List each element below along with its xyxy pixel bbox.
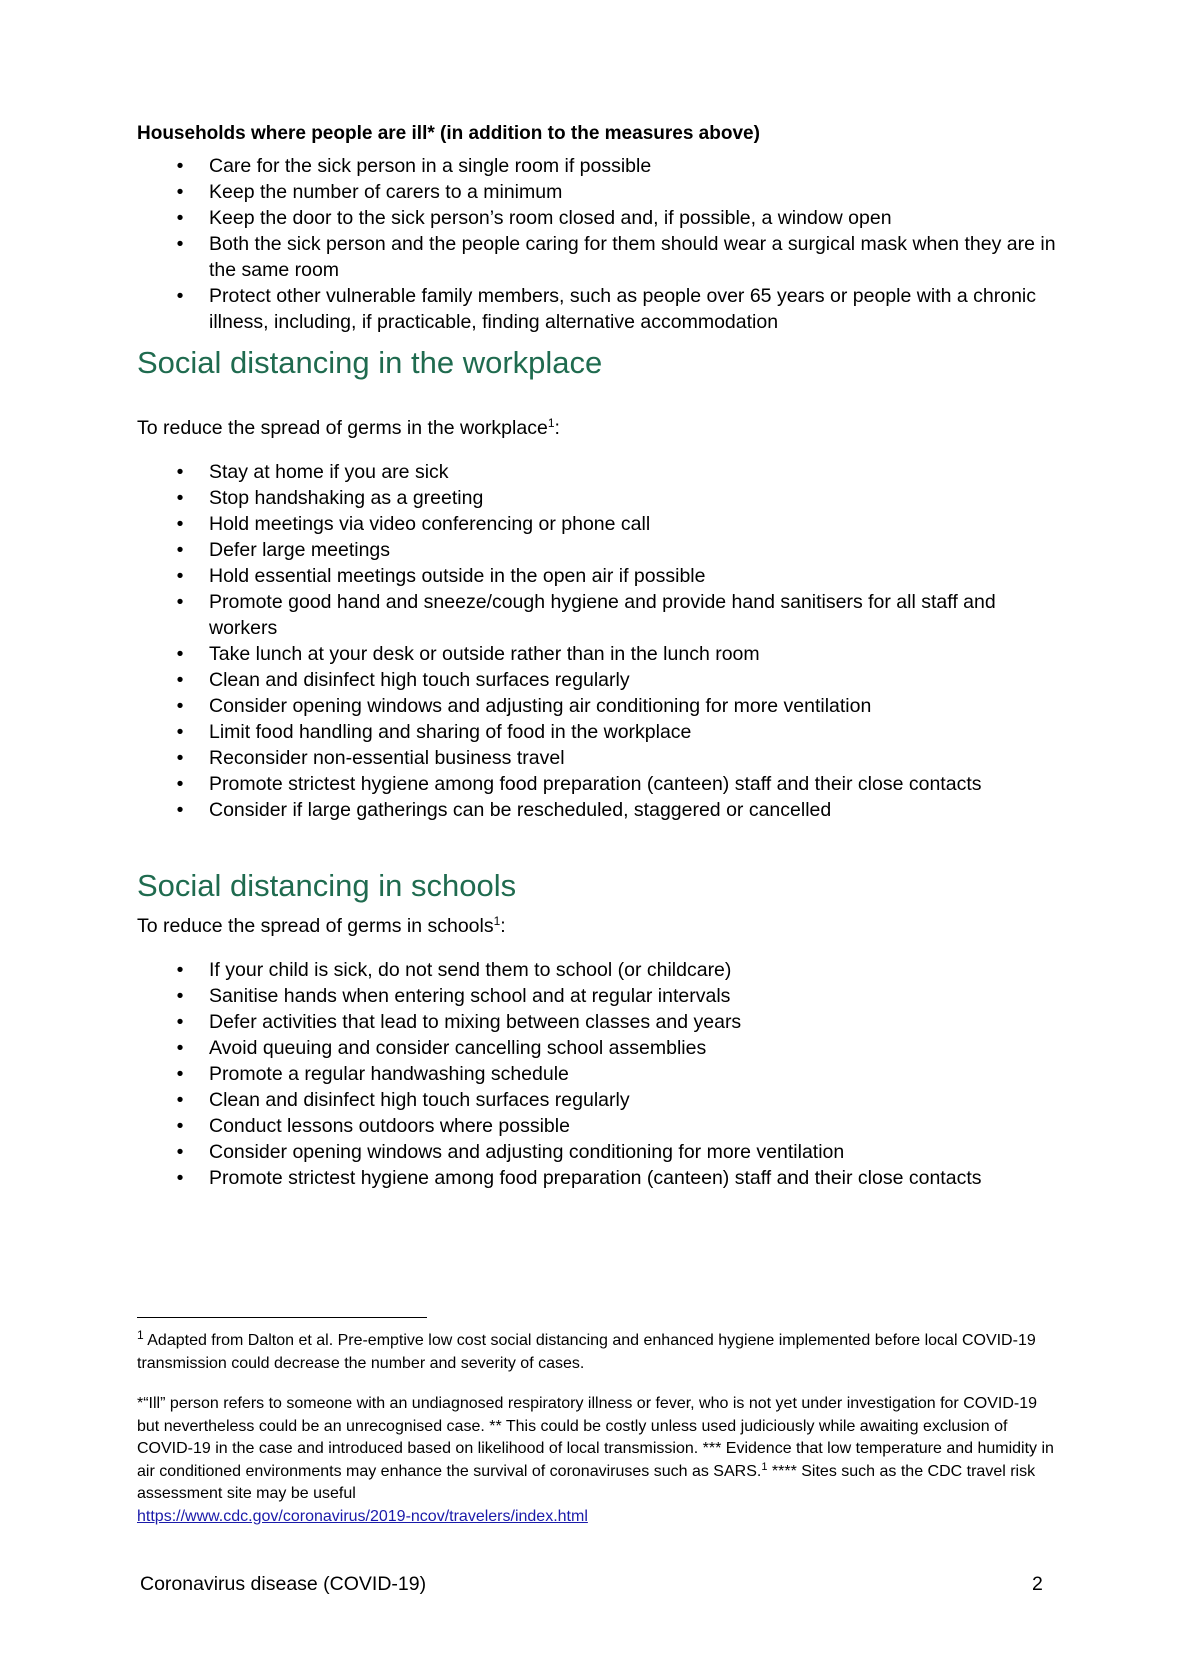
bullet-icon: • [176,181,184,203]
list-item-text: Consider opening windows and adjusting conditioning for more ventilation [209,1141,845,1163]
list-item-text: Clean and disinfect high touch surfaces regularly [209,669,630,691]
list-item [0,153,1059,179]
list-item-text: Conduct lessons outdoors where possible [209,1115,570,1137]
list-item-text: Avoid queuing and consider cancelling school assemblies [209,1037,707,1059]
list-item [0,537,1059,563]
list-item-text: Keep the door to the sick person’s room closed and, if possible, a window open [209,207,892,229]
footer-title: Coronavirus disease (COVID-19) [140,1573,427,1595]
list-item [0,511,1059,537]
list-item [0,459,1059,485]
bullet-icon: • [176,1167,184,1189]
footnote-1-text: Adapted from Dalton et al. Pre-emptive low cost social distancing and enhanced hygiene implemented before local COVID-19 transmission could decrease the number and severity of cases. [137,1332,1036,1372]
bullet-icon: • [176,285,184,307]
list-item [0,771,1059,797]
list-item [0,1139,1059,1165]
footnote-1 [137,1329,1037,1375]
list-item [0,231,1059,283]
list-item-text: Consider opening windows and adjusting air conditioning for more ventilation [209,695,872,717]
bullet-icon: • [176,513,184,535]
list-item [0,589,1059,641]
bullet-icon: • [176,461,184,483]
list-item [0,1113,1059,1139]
bullet-icon: • [176,487,184,509]
list-item-text: Reconsider non-essential business travel [209,747,565,769]
footnote-notes-text: *“Ill” person refers to someone with an undiagnosed respiratory illness or fever, who is not yet under investigation for COVID-19 but nevertheless could be an unrecognised case. ** This could be costly unless used judiciously while awaiting exclusion of COVID-19 in the case and introduced based on likelihood of local transmission. *** Evidence that low temperature and humidity in air conditioned environments may enhance the survival of coronaviruses such as SARS. [137,1395,1054,1480]
bullet-icon: • [176,773,184,795]
bullet-icon: • [176,565,184,587]
list-item [0,693,1059,719]
list-item-text: Keep the number of carers to a minimum [209,181,563,203]
bullet-icon: • [176,233,184,255]
workplace-list [0,459,1059,823]
list-item-text: Consider if large gatherings can be rescheduled, staggered or cancelled [209,799,832,821]
bullet-icon: • [176,1141,184,1163]
list-item-text: Promote good hand and sneeze/cough hygiene and provide hand sanitisers for all staff and workers [209,591,996,639]
list-item-text: Promote strictest hygiene among food preparation (canteen) staff and their close contacts [209,1167,982,1189]
bullet-icon: • [176,959,184,981]
household-list [0,153,1059,335]
schools-intro [137,913,506,939]
schools-intro-text: To reduce the spread of germs in schools [137,915,494,937]
list-item-text: Hold essential meetings outside in the open air if possible [209,565,706,587]
list-item [0,179,1059,205]
bullet-icon: • [176,1089,184,1111]
list-item [0,283,1059,335]
workplace-footnote-ref: 1 [547,416,555,430]
list-item-text: Stay at home if you are sick [209,461,449,483]
bullet-icon: • [176,155,184,177]
list-item [0,1087,1059,1113]
workplace-intro [137,415,560,441]
footnote-notes-ref: 1 [761,1460,768,1473]
bullet-icon: • [176,985,184,1007]
list-item-text: Limit food handling and sharing of food in the workplace [209,721,692,743]
workplace-intro-text: To reduce the spread of germs in the workplace [137,417,548,439]
bullet-icon: • [176,643,184,665]
bullet-icon: • [176,1011,184,1033]
bullet-icon: • [176,207,184,229]
cdc-travel-link[interactable]: https://www.cdc.gov/coronavirus/2019-ncov/travelers/index.html [137,1507,588,1525]
list-item [0,957,1059,983]
page-number: 2 [1032,1573,1043,1595]
schools-list [0,957,1059,1191]
list-item-text: Hold meetings via video conferencing or phone call [209,513,651,535]
list-item-text: If your child is sick, do not send them to school (or childcare) [209,959,732,981]
list-item-text: Clean and disinfect high touch surfaces regularly [209,1089,630,1111]
bullet-icon: • [176,695,184,717]
bullet-icon: • [176,539,184,561]
list-item [0,983,1059,1009]
list-item [0,745,1059,771]
list-item-text: Both the sick person and the people caring for them should wear a surgical mask when they are in the same room [209,233,1056,281]
list-item-text: Take lunch at your desk or outside rather than in the lunch room [209,643,760,665]
list-item-text: Promote a regular handwashing schedule [209,1063,569,1085]
footnote-divider [137,1317,427,1318]
list-item-text: Promote strictest hygiene among food preparation (canteen) staff and their close contacts [209,773,982,795]
list-item [0,1061,1059,1087]
workplace-heading: Social distancing in the workplace [137,345,603,380]
list-item [0,1035,1059,1061]
schools-intro-colon: : [500,915,506,937]
list-item-text: Defer large meetings [209,539,391,561]
list-item [0,1165,1059,1191]
list-item [0,485,1059,511]
bullet-icon: • [176,669,184,691]
workplace-intro-colon: : [554,417,560,439]
bullet-icon: • [176,721,184,743]
schools-heading: Social distancing in schools [137,868,517,903]
list-item [0,205,1059,231]
schools-footnote-ref: 1 [493,914,501,928]
list-item [0,797,1059,823]
bullet-icon: • [176,1063,184,1085]
bullet-icon: • [176,591,184,613]
bullet-icon: • [176,799,184,821]
household-heading: Households where people are ill* (in addition to the measures above) [137,123,760,144]
list-item-text: Sanitise hands when entering school and at regular intervals [209,985,731,1007]
list-item-text: Stop handshaking as a greeting [209,487,484,509]
list-item [0,641,1059,667]
list-item [0,667,1059,693]
list-item [0,719,1059,745]
list-item [0,1009,1059,1035]
bullet-icon: • [176,1037,184,1059]
list-item-text: Protect other vulnerable family members, such as people over 65 years or people with a chronic illness, including, if practicable, finding alternative accommodation [209,285,1036,333]
list-item-text: Defer activities that lead to mixing between classes and years [209,1011,742,1033]
footnote-1-marker: 1 [137,1328,144,1342]
footnote-notes-text-cont: **** Sites such as the CDC travel risk assessment site may be useful [137,1462,1036,1502]
list-item [0,563,1059,589]
bullet-icon: • [176,747,184,769]
list-item-text: Care for the sick person in a single room if possible [209,155,652,177]
footnote-notes [137,1393,1057,1528]
bullet-icon: • [176,1115,184,1137]
